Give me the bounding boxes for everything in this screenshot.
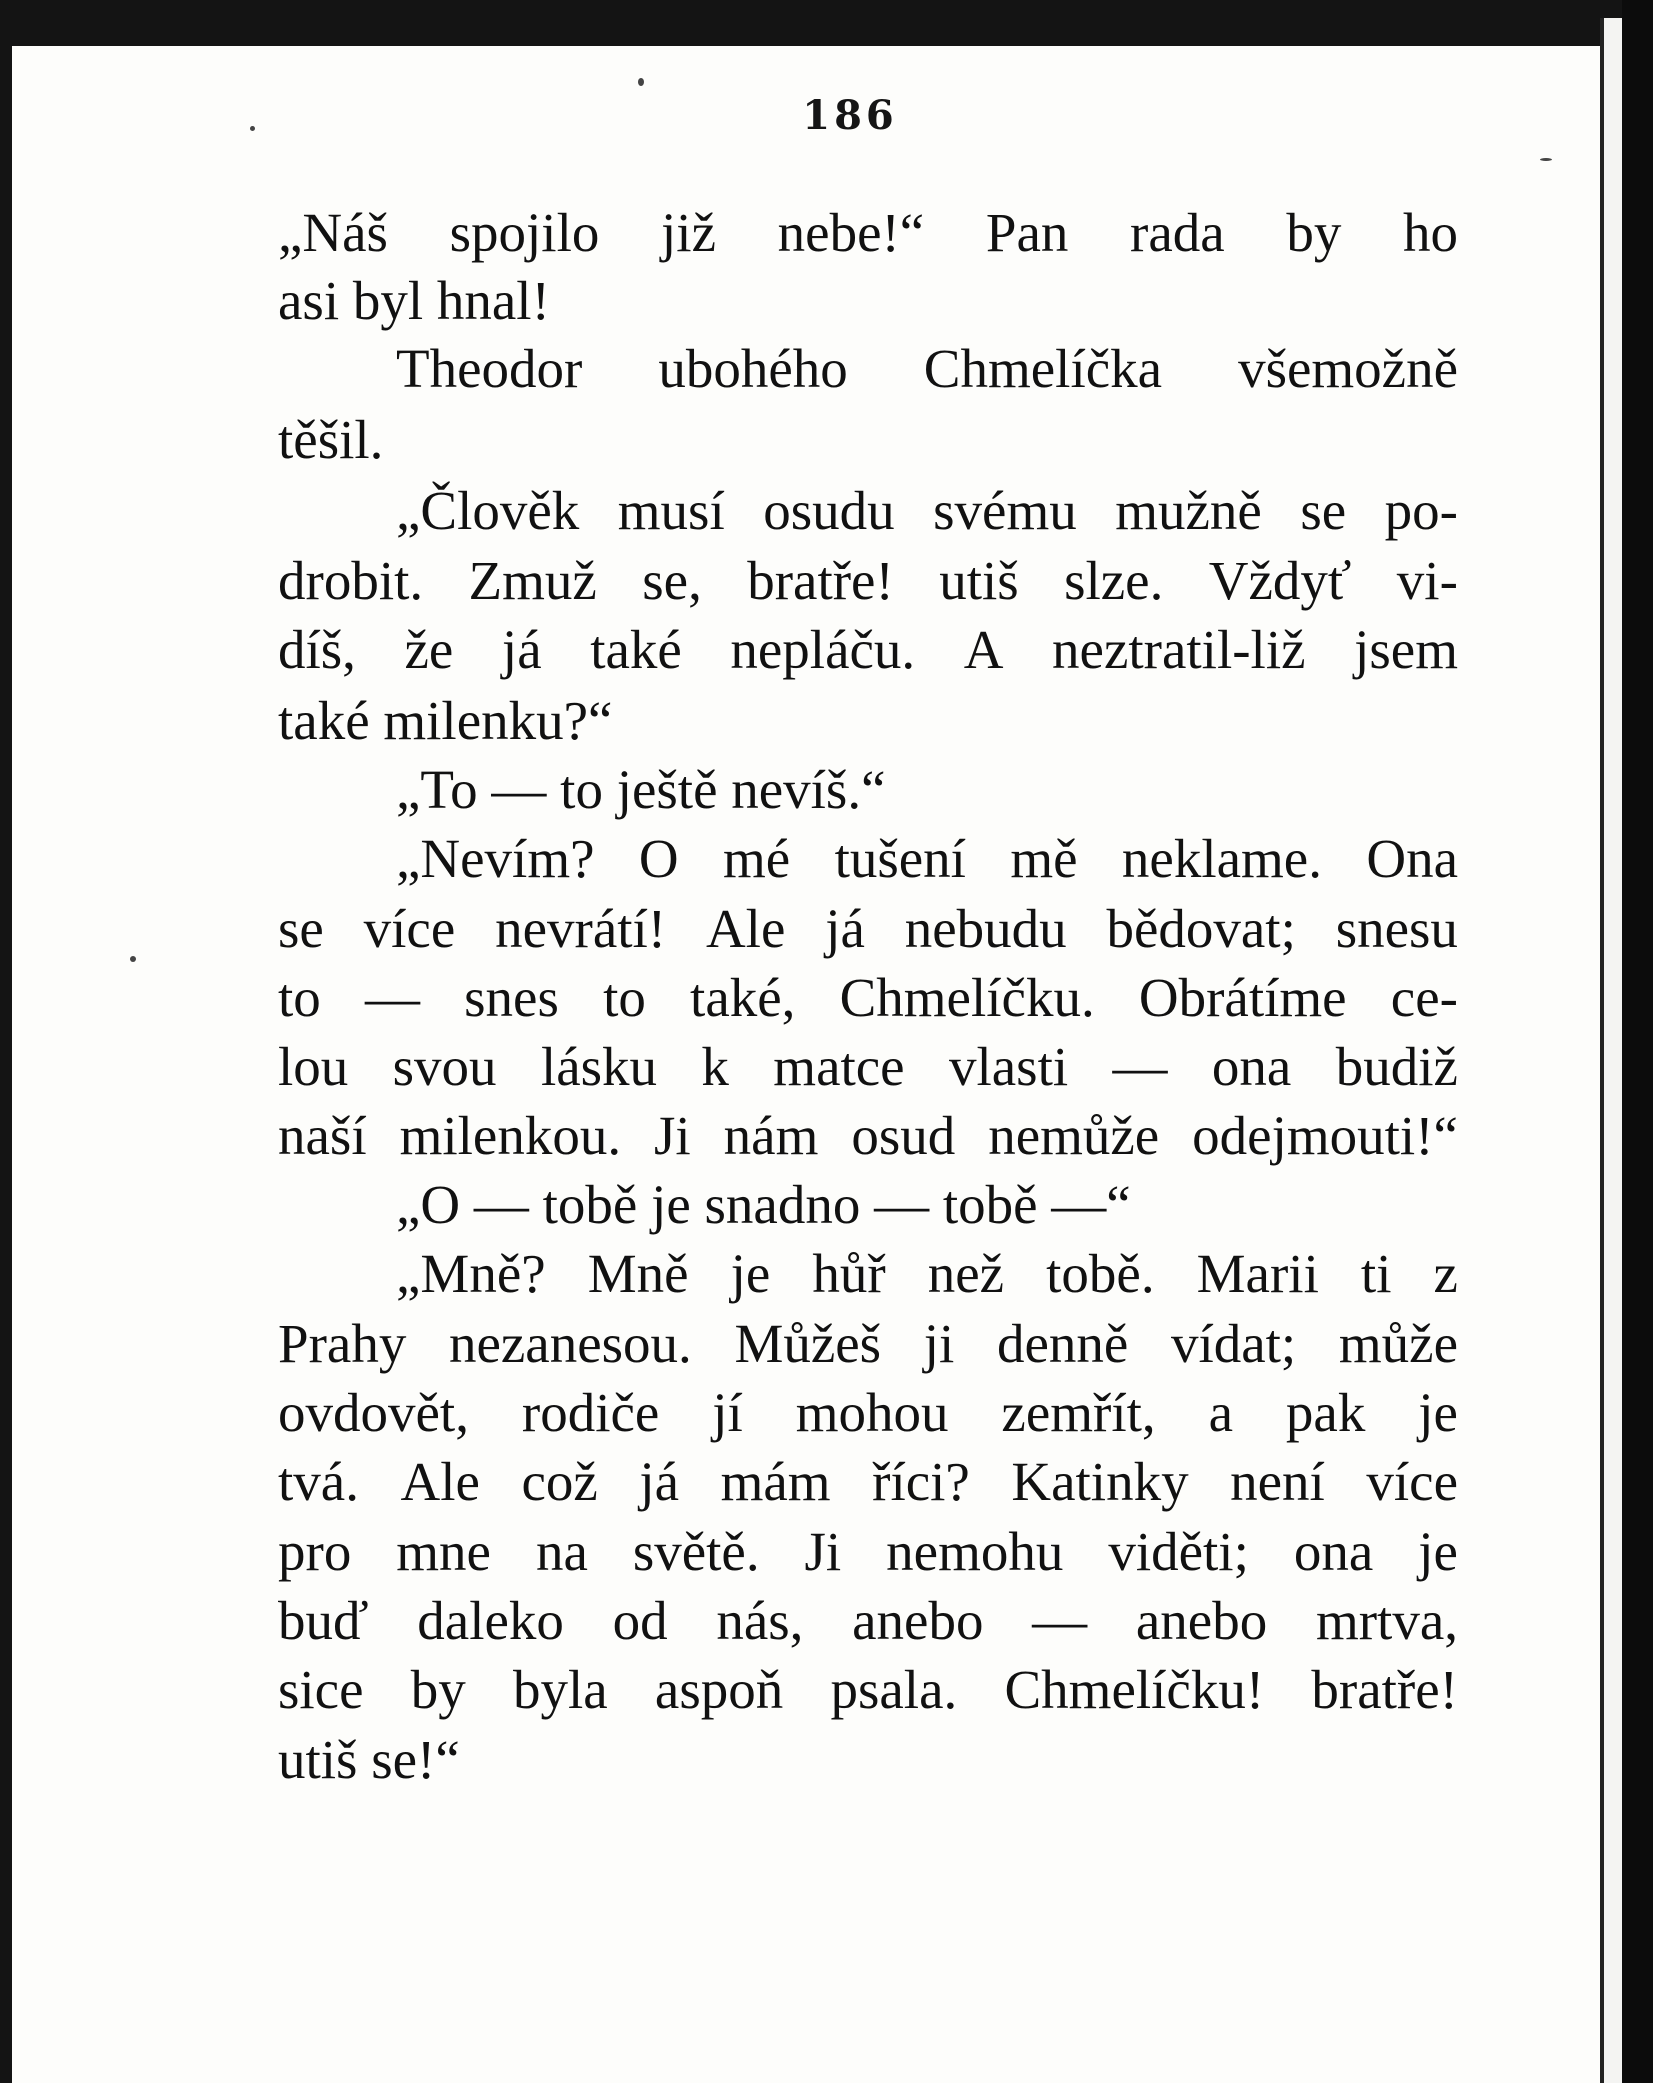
word: ji bbox=[923, 1313, 955, 1374]
word: a bbox=[1208, 1382, 1233, 1443]
text-line bbox=[278, 1031, 1458, 1103]
word: utiš bbox=[939, 550, 1019, 611]
word: po- bbox=[1384, 480, 1458, 541]
word: zemřít, bbox=[1001, 1382, 1156, 1443]
word: jí bbox=[712, 1382, 743, 1443]
word: daleko bbox=[417, 1590, 564, 1651]
text-line bbox=[278, 1446, 1458, 1518]
word: je bbox=[1418, 1382, 1458, 1443]
word: snesu bbox=[1335, 898, 1458, 959]
text-line bbox=[278, 685, 1458, 757]
word: mužně bbox=[1115, 480, 1262, 541]
text-line bbox=[278, 1308, 1458, 1380]
word: nám bbox=[723, 1105, 819, 1166]
word: — bbox=[1112, 1036, 1168, 1097]
text-line bbox=[278, 545, 1458, 617]
word: mrtva, bbox=[1315, 1590, 1458, 1651]
word: rada bbox=[1130, 202, 1225, 263]
word: mě bbox=[1010, 828, 1078, 889]
word: na bbox=[535, 1521, 588, 1582]
word: nemohu bbox=[886, 1521, 1064, 1582]
word: mám bbox=[720, 1451, 831, 1512]
word: Můžeš bbox=[734, 1313, 882, 1374]
text-line bbox=[278, 823, 1458, 895]
binding-shadow bbox=[1622, 0, 1653, 2083]
word: není bbox=[1230, 1451, 1325, 1512]
word: Ji bbox=[804, 1521, 842, 1582]
word: spojilo bbox=[449, 202, 600, 263]
word: k bbox=[701, 1036, 729, 1097]
word: světě. bbox=[632, 1521, 760, 1582]
word: asi byl hnal! bbox=[278, 270, 550, 331]
word: „To — to ještě nevíš.“ bbox=[396, 759, 886, 820]
word: slze. bbox=[1064, 550, 1164, 611]
word: nás, bbox=[716, 1590, 804, 1651]
ink-speck bbox=[1540, 158, 1552, 161]
word: ce- bbox=[1390, 967, 1458, 1028]
word: bratře! bbox=[1311, 1659, 1458, 1720]
word: bratře! bbox=[747, 550, 894, 611]
word: od bbox=[612, 1590, 668, 1651]
word: anebo bbox=[852, 1590, 984, 1651]
word: neztratil-liž bbox=[1052, 619, 1306, 680]
word: nevrátí! bbox=[495, 898, 667, 959]
word: říci? bbox=[872, 1451, 970, 1512]
word: se bbox=[278, 898, 324, 959]
word: O bbox=[638, 828, 679, 889]
word: Marii bbox=[1196, 1243, 1319, 1304]
word: „Člověk bbox=[396, 480, 580, 541]
word: ovdovět, bbox=[278, 1382, 469, 1443]
word: nezanesou. bbox=[448, 1313, 692, 1374]
word: než bbox=[927, 1243, 1005, 1304]
word: „Náš bbox=[278, 202, 388, 263]
word: svému bbox=[933, 480, 1077, 541]
word: již bbox=[661, 202, 716, 263]
word: drobit. bbox=[278, 550, 424, 611]
word: já bbox=[639, 1451, 680, 1512]
word: je bbox=[1418, 1521, 1458, 1582]
word: se bbox=[1300, 480, 1347, 541]
word: také milenku?“ bbox=[278, 690, 613, 751]
text-line bbox=[278, 404, 1458, 476]
word: ho bbox=[1402, 202, 1458, 263]
word: nemůže bbox=[988, 1105, 1160, 1166]
word: „O — tobě je snadno — tobě —“ bbox=[396, 1174, 1131, 1235]
ink-speck bbox=[130, 956, 136, 962]
word: Katinky bbox=[1011, 1451, 1189, 1512]
word: — bbox=[364, 967, 420, 1028]
word: vi- bbox=[1396, 550, 1458, 611]
word: Ale bbox=[705, 898, 786, 959]
word: to bbox=[278, 967, 321, 1028]
word: psala. bbox=[830, 1659, 958, 1720]
word: bědovat; bbox=[1106, 898, 1296, 959]
word: „Mně? bbox=[396, 1243, 546, 1304]
word: anebo bbox=[1135, 1590, 1268, 1651]
word: buď bbox=[278, 1590, 369, 1651]
word: ona bbox=[1211, 1036, 1292, 1097]
text-line bbox=[278, 265, 1458, 337]
word: budiž bbox=[1335, 1036, 1458, 1097]
text-line bbox=[278, 1654, 1458, 1726]
word: nepláču. bbox=[730, 619, 916, 680]
text-line bbox=[278, 754, 1458, 826]
text-line bbox=[278, 893, 1458, 965]
word: Chmelíčku. bbox=[839, 967, 1095, 1028]
word: já bbox=[825, 898, 865, 959]
word: což bbox=[521, 1451, 598, 1512]
word: také bbox=[590, 619, 682, 680]
word: ona bbox=[1293, 1521, 1374, 1582]
word: z bbox=[1433, 1243, 1458, 1304]
word: A bbox=[963, 619, 1004, 680]
word: byla bbox=[512, 1659, 608, 1720]
word: Ona bbox=[1366, 828, 1458, 889]
text-line bbox=[278, 197, 1458, 269]
word: mé bbox=[723, 828, 791, 889]
text-line bbox=[278, 1169, 1458, 1241]
text-line bbox=[278, 1516, 1458, 1588]
word: Pan bbox=[985, 202, 1069, 263]
word: je bbox=[730, 1243, 771, 1304]
word: to bbox=[603, 967, 646, 1028]
word: mne bbox=[396, 1521, 491, 1582]
word: hůř bbox=[812, 1243, 886, 1304]
page-number: 186 bbox=[802, 92, 898, 139]
word: nebe!“ bbox=[777, 202, 925, 263]
word: sice bbox=[278, 1659, 364, 1720]
word: Chmelíčka bbox=[923, 338, 1163, 399]
word: také, bbox=[690, 967, 796, 1028]
text-line bbox=[278, 1585, 1458, 1657]
text-line bbox=[278, 1724, 1458, 1796]
word: já bbox=[501, 619, 542, 680]
text-line bbox=[278, 333, 1458, 405]
word: milenkou. bbox=[399, 1105, 622, 1166]
word: denně bbox=[996, 1313, 1129, 1374]
word: naší bbox=[278, 1105, 367, 1166]
word: snes bbox=[464, 967, 559, 1028]
word: lásku bbox=[540, 1036, 658, 1097]
word: všemožně bbox=[1238, 338, 1458, 399]
word: více bbox=[363, 898, 456, 959]
word: musí bbox=[617, 480, 725, 541]
word: Theodor bbox=[396, 338, 583, 399]
word: pro bbox=[278, 1521, 352, 1582]
word: Vždyť bbox=[1208, 550, 1352, 611]
word: neklame. bbox=[1121, 828, 1322, 889]
word: Prahy bbox=[278, 1313, 407, 1374]
word: viděti; bbox=[1108, 1521, 1249, 1582]
text-line bbox=[278, 1100, 1458, 1172]
word: by bbox=[410, 1659, 466, 1720]
word: vídat; bbox=[1170, 1313, 1297, 1374]
word: rodiče bbox=[521, 1382, 660, 1443]
word: ubohého bbox=[658, 338, 848, 399]
ink-speck bbox=[638, 78, 644, 86]
word: Ale bbox=[400, 1451, 480, 1512]
word: Zmuž bbox=[468, 550, 597, 611]
word: Ji bbox=[654, 1105, 691, 1166]
word: aspoň bbox=[654, 1659, 784, 1720]
word: nebudu bbox=[904, 898, 1067, 959]
word: svou bbox=[392, 1036, 497, 1097]
text-line bbox=[278, 962, 1458, 1034]
word: Chmelíčku! bbox=[1004, 1659, 1265, 1720]
word: těšil. bbox=[278, 409, 384, 470]
word: „Nevím? bbox=[396, 828, 595, 889]
word: se, bbox=[642, 550, 702, 611]
word: může bbox=[1338, 1313, 1458, 1374]
word: ti bbox=[1360, 1243, 1392, 1304]
word: osud bbox=[851, 1105, 956, 1166]
word: tvá. bbox=[278, 1451, 359, 1512]
text-line bbox=[278, 614, 1458, 686]
word: pak bbox=[1285, 1382, 1366, 1443]
word: že bbox=[404, 619, 454, 680]
text-line bbox=[278, 1377, 1458, 1449]
word: Obrátíme bbox=[1138, 967, 1347, 1028]
word: díš, bbox=[278, 619, 356, 680]
word: lou bbox=[278, 1036, 349, 1097]
word: více bbox=[1366, 1451, 1458, 1512]
word: jsem bbox=[1354, 619, 1458, 680]
word: utiš se!“ bbox=[278, 1729, 460, 1790]
word: Mně bbox=[587, 1243, 689, 1304]
word: tobě. bbox=[1046, 1243, 1155, 1304]
text-line bbox=[278, 1238, 1458, 1310]
word: by bbox=[1286, 202, 1342, 263]
word: matce bbox=[773, 1036, 905, 1097]
word: vlasti bbox=[948, 1036, 1069, 1097]
word: mohou bbox=[795, 1382, 949, 1443]
text-line bbox=[278, 475, 1458, 547]
word: odejmouti!“ bbox=[1192, 1105, 1458, 1166]
word: — bbox=[1032, 1590, 1088, 1651]
word: tušení bbox=[834, 828, 966, 889]
word: osudu bbox=[763, 480, 895, 541]
